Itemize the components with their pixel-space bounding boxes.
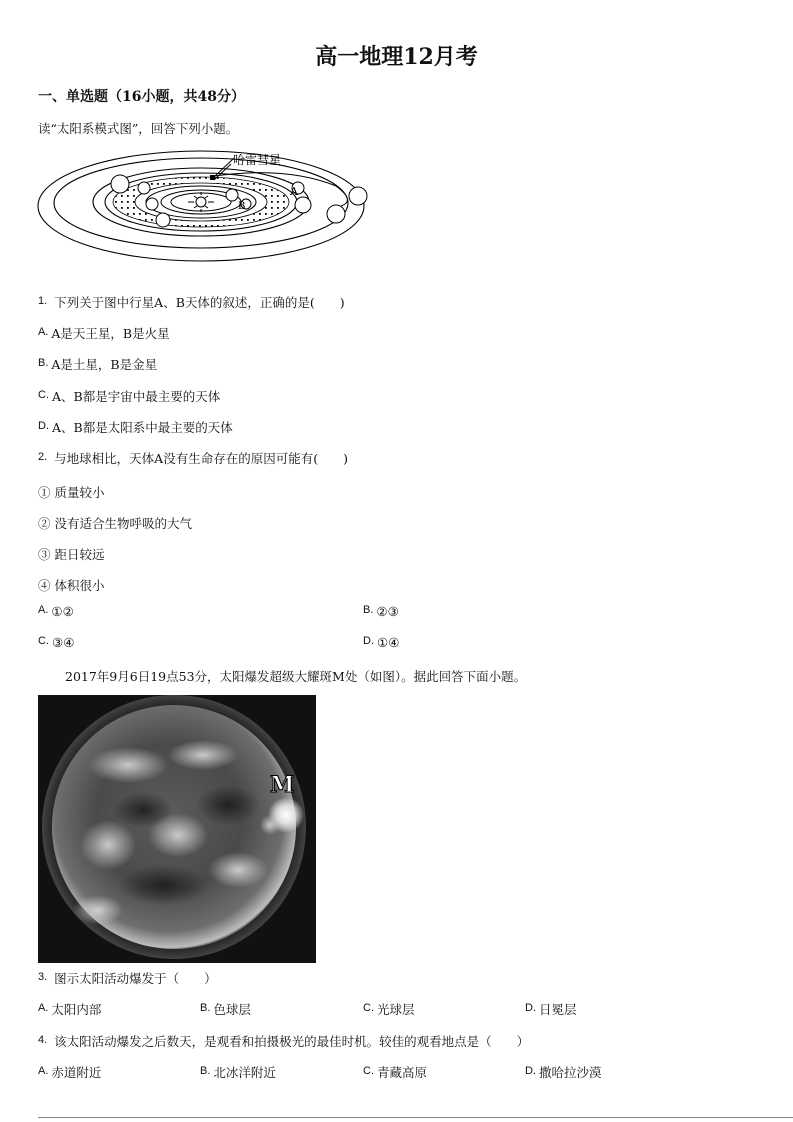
question-1 — [38, 293, 345, 311]
q3-option-c[interactable] — [363, 1000, 415, 1018]
option-label: D. — [525, 1002, 536, 1014]
question-stem: 与地球相比，天体A没有生命存在的原因可能有( ) — [54, 451, 348, 466]
planet-b-label: B — [238, 201, 246, 212]
option-label: B. — [363, 604, 374, 616]
question-stem: 图示太阳活动爆发于（ ） — [54, 971, 217, 986]
q1-option-b[interactable] — [38, 355, 157, 373]
question-3 — [38, 969, 217, 987]
option-label: B. — [38, 357, 49, 369]
option-text: ①② — [51, 604, 74, 619]
q2-option-a[interactable] — [38, 604, 74, 619]
option-text: 北冰洋附近 — [213, 1065, 276, 1080]
option-text: A、B都是宇宙中最主要的天体 — [52, 389, 221, 404]
option-label: C. — [363, 1002, 374, 1014]
option-label: D. — [363, 635, 374, 647]
option-text: ③④ — [52, 635, 75, 650]
option-text: 日冕层 — [539, 1002, 577, 1017]
option-label: A. — [38, 604, 49, 616]
q2-item-1: ① 质量较小 — [38, 485, 105, 500]
option-text: ①④ — [377, 635, 400, 650]
flare-marker-m: M — [270, 772, 295, 798]
option-label: A. — [38, 326, 49, 338]
planet-a-label: A — [290, 185, 298, 198]
solar-system-figure — [36, 146, 376, 270]
option-text: 色球层 — [213, 1002, 251, 1017]
comet-label: 哈雷彗星 — [233, 153, 282, 167]
option-text: A是土星，B是金星 — [51, 357, 158, 372]
option-text: 赤道附近 — [51, 1065, 102, 1080]
q2-option-c[interactable] — [38, 635, 74, 650]
option-label: C. — [363, 1065, 374, 1077]
sun-figure — [38, 695, 316, 963]
question-number: 1. — [38, 295, 48, 307]
q4-option-b[interactable] — [200, 1063, 276, 1081]
option-label: A. — [38, 1002, 49, 1014]
section-heading: 一、单选题（16小题，共48分） — [38, 89, 245, 105]
option-label: D. — [525, 1065, 536, 1077]
solar-flare-image — [38, 695, 316, 963]
question-number: 2. — [38, 451, 48, 463]
q2-item-2: ② 没有适合生物呼吸的大气 — [38, 516, 192, 531]
option-label: D. — [38, 420, 49, 432]
solar-system-diagram — [36, 146, 376, 274]
question-2 — [38, 449, 348, 467]
q2-option-b[interactable] — [363, 604, 399, 619]
intro-text-1: 读“太阳系模式图”，回答下列小题。 — [38, 121, 239, 136]
question-stem: 下列关于图中行星A、B天体的叙述，正确的是( ) — [54, 295, 345, 310]
question-number: 4. — [38, 1034, 48, 1046]
q3-option-d[interactable] — [525, 1000, 577, 1018]
q4-option-a[interactable] — [38, 1063, 101, 1081]
option-text: A、B都是太阳系中最主要的天体 — [52, 420, 233, 435]
q3-option-a[interactable] — [38, 1000, 101, 1018]
q2-item-4: ④ 体积很小 — [38, 578, 105, 593]
option-label: B. — [200, 1065, 211, 1077]
q4-option-d[interactable] — [525, 1063, 602, 1081]
q2-item-3: ③ 距日较远 — [38, 547, 105, 562]
question-4 — [38, 1032, 529, 1050]
page-bottom-rule — [38, 1117, 793, 1118]
option-text: 光球层 — [377, 1002, 415, 1017]
question-stem: 该太阳活动爆发之后数天，是观看和拍摄极光的最佳时机。较佳的观看地点是（ ） — [54, 1034, 530, 1049]
option-label: A. — [38, 1065, 49, 1077]
option-text: 太阳内部 — [51, 1002, 102, 1017]
q1-option-d[interactable] — [38, 418, 233, 436]
page-title: 高一地理12月考 — [315, 44, 478, 70]
option-label: C. — [38, 635, 49, 647]
q4-option-c[interactable] — [363, 1063, 427, 1081]
option-text: ②③ — [376, 604, 399, 619]
option-text: 撒哈拉沙漠 — [539, 1065, 602, 1080]
q1-option-c[interactable] — [38, 387, 220, 405]
q2-option-d[interactable] — [363, 635, 399, 650]
q1-option-a[interactable] — [38, 324, 170, 342]
option-label: B. — [200, 1002, 211, 1014]
intro-text-2: 2017年9月6日19点53分，太阳爆发超级大耀斑M处（如图）。据此回答下面小题。 — [65, 669, 527, 684]
question-number: 3. — [38, 971, 48, 983]
q3-option-b[interactable] — [200, 1000, 251, 1018]
option-text: 青藏高原 — [377, 1065, 428, 1080]
option-text: A是天王星，B是火星 — [51, 326, 170, 341]
option-label: C. — [38, 389, 49, 401]
